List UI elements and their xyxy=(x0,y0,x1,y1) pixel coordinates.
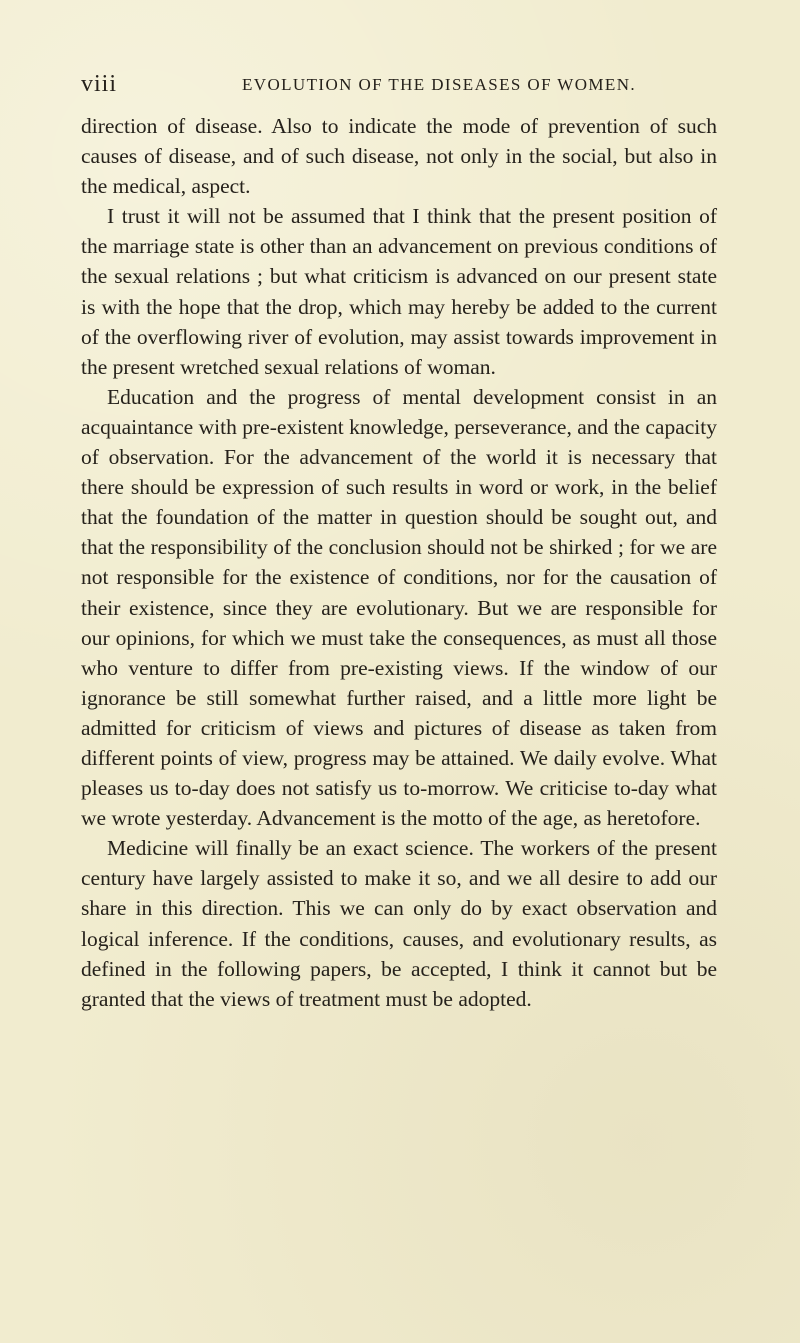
page-header xyxy=(81,71,721,101)
running-title: EVOLUTION OF THE DISEASES OF WOMEN. xyxy=(242,75,637,94)
body-text xyxy=(81,111,717,1014)
page-number: viii xyxy=(81,71,118,97)
paragraph-continued: direction of disease. Also to indicate the mode of prevention of such causes of disease, and of such disease, not only in the social, but also in the medical, aspect. xyxy=(81,114,717,199)
paragraph-marriage-state: I trust it will not be assumed that I think that the present position of the marriage state is other than an advancement on previous conditions of the sexual relations ; but what criticism is advanced on our present state is with the hope that the drop, which may hereby be added to the current of the overflowing river of evolution, may assist towards improvement in the present wretched sexual relations of woman. xyxy=(81,204,717,379)
paragraph-medicine: Medicine will finally be an exact science. The workers of the present century have largely assisted to make it so, and we all desire to add our share in this direction. This we can only do by exact observation and logical inference. If the conditions, causes, and evolutionary results, as defined in the following papers, be accepted, I think it cannot but be granted that the views of treatment must be adopted. xyxy=(81,836,717,1011)
paragraph-education: Education and the progress of mental development consist in an acquaintance with pre-existent knowledge, perseverance, and the capacity of observation. For the advancement of the world it is necessary that there should be expression of such results in word or work, in the belief that the foundation of the matter in question should be sought out, and that the responsibility of the conclusion should not be shirked ; for we are not responsible for the existence of conditions, nor for the causation of their existence, since they are evolutionary. But we are responsible for our opinions, for which we must take the consequences, as must all those who venture to differ from pre-existing views. If the window of our ignorance be still somewhat further raised, and a little more light be admitted for criticism of views and pictures of disease as taken from different points of view, progress may be attained. We daily evolve. What pleases us to-day does not satisfy us to-morrow. We criticise to-day what we wrote yesterday. Advancement is the motto of the age, as heretofore. xyxy=(81,384,717,831)
